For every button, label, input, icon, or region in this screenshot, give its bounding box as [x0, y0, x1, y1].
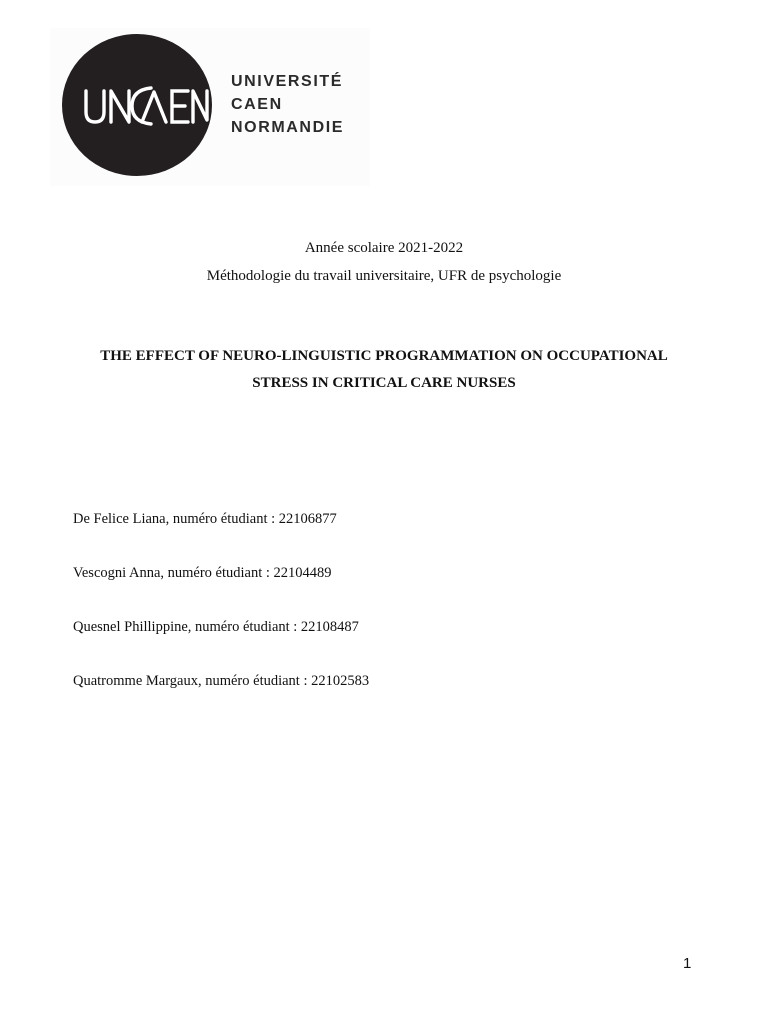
- logo-wordmark-line: NORMANDIE: [231, 119, 345, 136]
- course-name: Méthodologie du travail universitaire, UFR de psychologie: [206, 268, 562, 284]
- logo-wordmark: [231, 70, 344, 139]
- page-number: 1: [683, 955, 692, 972]
- logo-wordmark-line: CAEN: [231, 96, 283, 113]
- logo-wordmark-line: UNIVERSITÉ: [231, 73, 344, 90]
- student-entry: Quesnel Phillippine, numéro étudiant : 22108487: [73, 619, 359, 635]
- student-entry: Quatromme Margaux, numéro étudiant : 22102583: [73, 673, 370, 689]
- student-entry: De Felice Liana, numéro étudiant : 22106877: [73, 511, 337, 527]
- document-title-line-2: STRESS IN CRITICAL CARE NURSES: [252, 375, 516, 391]
- school-year: Année scolaire 2021-2022: [304, 240, 464, 256]
- unicaen-logo-mark-icon: [62, 34, 212, 176]
- document-title-line-1: THE EFFECT OF NEURO-LINGUISTIC PROGRAMMATION ON OCCUPATIONAL: [100, 348, 668, 364]
- student-entry: Vescogni Anna, numéro étudiant : 22104489: [73, 565, 332, 581]
- university-logo: [50, 28, 370, 186]
